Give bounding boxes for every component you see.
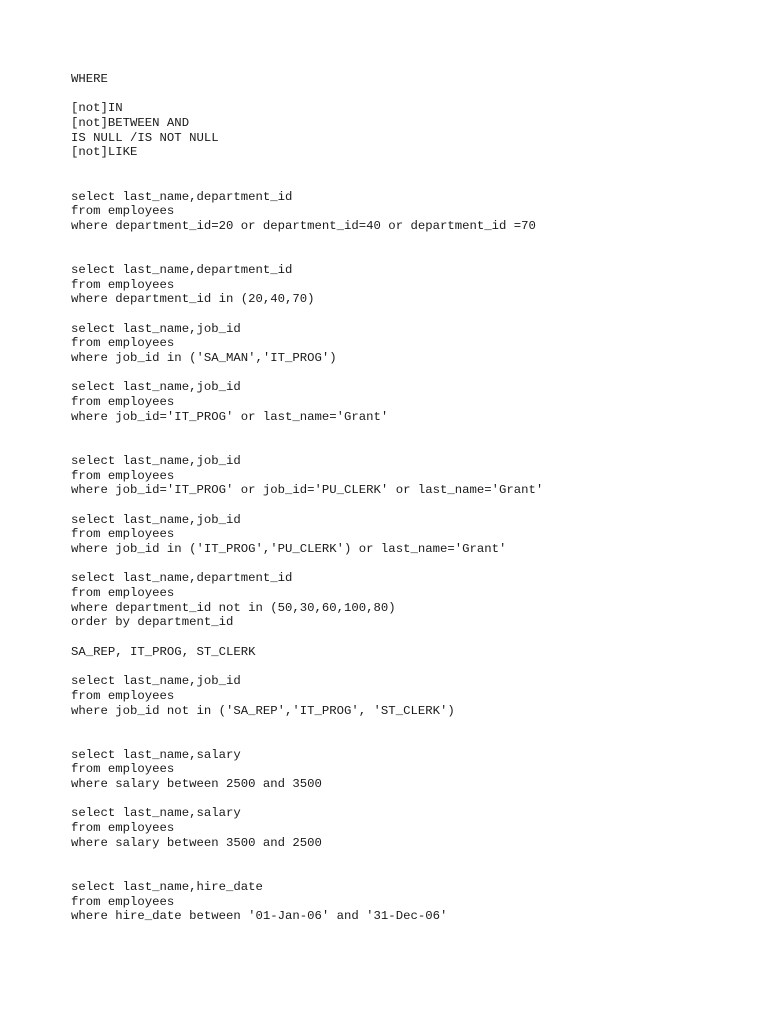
text-line: SA_REP, IT_PROG, ST_CLERK <box>71 644 256 659</box>
blank-line <box>71 865 731 880</box>
text-line: [not]IN <box>71 101 123 116</box>
text-line: from employees <box>71 204 175 219</box>
text-line: where job_id in ('SA_MAN','IT_PROG') <box>71 351 337 366</box>
text-line: select last_name,job_id <box>71 674 241 689</box>
text-line: select last_name,salary <box>71 747 241 762</box>
text-line: where department_id not in (50,30,60,100,80) <box>71 600 396 615</box>
text-line: where job_id not in ('SA_REP','IT_PROG', 'ST_CLERK') <box>71 703 455 718</box>
text-line: from employees <box>71 395 175 410</box>
text-line: [not]LIKE <box>71 145 138 160</box>
text-line: where hire_date between '01-Jan-06' and '31-Dec-06' <box>71 909 448 924</box>
blank-line <box>71 630 731 645</box>
text-line: from employees <box>71 762 175 777</box>
blank-line <box>71 175 731 190</box>
text-line: select last_name,department_id <box>71 571 293 586</box>
text-line: select last_name,job_id <box>71 380 241 395</box>
blank-line <box>71 307 731 322</box>
blank-line <box>71 850 731 865</box>
blank-line <box>71 557 731 572</box>
blank-line <box>71 718 731 733</box>
text-line: IS NULL /IS NOT NULL <box>71 130 219 145</box>
text-line: select last_name,job_id <box>71 512 241 527</box>
text-line: select last_name,salary <box>71 806 241 821</box>
text-line: [not]BETWEEN AND <box>71 116 190 131</box>
text-line: from employees <box>71 688 175 703</box>
blank-line <box>71 660 731 675</box>
blank-line <box>71 87 731 102</box>
blank-line <box>71 366 731 381</box>
text-line: from employees <box>71 894 175 909</box>
text-line: from employees <box>71 821 175 836</box>
text-line: where job_id='IT_PROG' or job_id='PU_CLERK' or last_name='Grant' <box>71 483 544 498</box>
blank-line <box>71 439 731 454</box>
text-line: select last_name,job_id <box>71 453 241 468</box>
blank-line <box>71 733 731 748</box>
text-line: from employees <box>71 527 175 542</box>
text-line: where job_id in ('IT_PROG','PU_CLERK') or last_name='Grant' <box>71 542 507 556</box>
text-line: order by department_id <box>71 615 234 630</box>
blank-line <box>71 234 731 249</box>
text-line: from employees <box>71 336 175 351</box>
text-line: where salary between 3500 and 2500 <box>71 835 322 850</box>
text-line: where salary between 2500 and 3500 <box>71 777 322 791</box>
blank-line <box>71 498 731 513</box>
blank-line <box>71 792 731 807</box>
blank-line <box>71 160 731 175</box>
text-line: select last_name,department_id <box>71 189 293 204</box>
document-body <box>71 72 731 924</box>
blank-line <box>71 248 731 263</box>
text-line: select last_name,department_id <box>71 262 293 277</box>
text-line: where department_id=20 or department_id=40 or department_id =70 <box>71 218 536 233</box>
text-line: from employees <box>71 468 175 483</box>
text-line: from employees <box>71 586 175 601</box>
text-line: select last_name,job_id <box>71 321 241 336</box>
text-line: from employees <box>71 277 175 292</box>
text-line: where job_id='IT_PROG' or last_name='Grant' <box>71 409 389 424</box>
text-line: where department_id in (20,40,70) <box>71 292 315 307</box>
blank-line <box>71 425 731 440</box>
text-line: WHERE <box>71 72 108 86</box>
text-line: select last_name,hire_date <box>71 879 263 894</box>
